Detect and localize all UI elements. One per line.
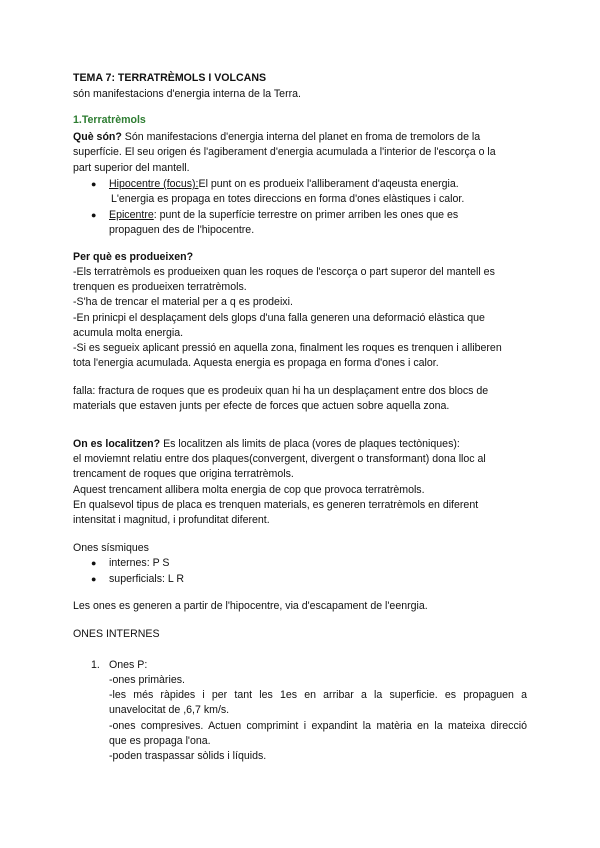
ones-sismiques-heading: Ones sísmiques	[73, 542, 149, 554]
hipocentre-text: El punt on es produeix l'alliberament d'aqeusta energia.	[198, 178, 459, 190]
document-subtitle: són manifestacions d'energia interna de la Terra.	[73, 88, 301, 100]
section-heading-terratremols: 1.Terratrèmols	[73, 114, 146, 126]
list-number: 1.	[91, 659, 100, 671]
epicentre-text: : punt de la superfície terrestre on primer arriben les ones que es	[153, 209, 459, 221]
que-son-line-2: superfície. El seu origen és l'agiberament d'energia acumulada a l'interior de l'escorça o la	[73, 146, 496, 158]
ones-hipocentre-text: Les ones es generen a partir de l'hipocentre, via d'escapament de l'eenrgia.	[73, 600, 428, 612]
ones-p-line: -poden traspassar sòlids i líquids.	[109, 750, 267, 762]
per-que-line: -Si es segueix aplicant pressió en aquella zona, finalment les roques es trenquen i alliberen	[73, 342, 502, 354]
per-que-line: -S'ha de trencar el material per a q es prodeixi.	[73, 296, 293, 308]
per-que-line: acumula molta energia.	[73, 327, 184, 339]
que-son-label: Què són?	[73, 131, 122, 143]
per-que-line: trenquen es produeixen terratrèmols.	[73, 281, 247, 293]
falla-line: falla: fractura de roques que es prodeuix quan hi ha un desplaçament entre dos blocs de	[73, 385, 489, 397]
document-title: TEMA 7: TERRATRÈMOLS I VOLCANS	[73, 72, 267, 84]
per-que-line: -En prinicpi el desplaçament dels glops d'una falla generen una deformació elàstica que	[73, 312, 485, 324]
ones-internes-heading: ONES INTERNES	[73, 628, 160, 640]
bullet-icon: ●	[91, 558, 97, 568]
per-que-line: tota l'energia acumulada. Aquesta energia es propaga en forma d'ones i calor.	[73, 357, 439, 369]
on-es-text-1: Es localitzen als limits de placa (vores de plaques tectòniques):	[160, 438, 460, 450]
on-es-line-1	[73, 438, 460, 451]
ones-p-line: -ones compresives. Actuen comprimint i expandint la matèria en la mateixa direcció	[109, 720, 527, 732]
falla-line: materials que estaven junts per efecte de forces que actuen sobre aquella zona.	[73, 400, 450, 412]
bullet-icon: ●	[91, 574, 97, 584]
on-es-line: Aquest trencament allibera molta energia de cop que provoca terratrèmols.	[73, 484, 425, 496]
ones-sismiques-item: internes: P S	[109, 557, 170, 569]
bullet-icon: ●	[91, 179, 97, 189]
que-son-line-3: part superior del mantell.	[73, 162, 190, 174]
ones-p-line: -ones primàries.	[109, 674, 185, 686]
ones-p-title: Ones P:	[109, 659, 148, 671]
hipocentre-line-1	[109, 178, 459, 191]
que-son-text-1: Són manifestacions d'energia interna del planet en froma de tremolors de la	[121, 131, 481, 143]
epicentre-label: Epicentre	[109, 209, 154, 221]
on-es-label: On es localitzen?	[73, 438, 161, 450]
hipocentre-label: Hipocentre (focus):	[109, 178, 199, 190]
per-que-line: -Els terratrèmols es produeixen quan les roques de l'escorça o part superor del mantell es	[73, 266, 495, 278]
on-es-line: intensitat i magnitud, i profunditat diferent.	[73, 514, 270, 526]
epicentre-line-2: propaguen des de l'hipocentre.	[109, 224, 255, 236]
ones-p-line: que es propaga l'ona.	[109, 735, 211, 747]
on-es-line: En qualsevol tipus de placa es trenquen materials, es generen terratrèmols en diferent	[73, 499, 479, 511]
ones-p-line: unavelocitat de ,6,7 km/s.	[109, 704, 230, 716]
per-que-heading: Per què es produeixen?	[73, 251, 194, 263]
hipocentre-line-2: L'energia es propaga en totes direccions en forma d'ones elàstiques i calor.	[111, 193, 465, 205]
epicentre-line-1	[109, 209, 458, 222]
que-son-line-1	[73, 131, 480, 144]
ones-sismiques-item: superficials: L R	[109, 573, 184, 585]
on-es-line: el moviemnt relatiu entre dos plaques(convergent, divergent o transformant) dona lloc al	[73, 453, 486, 465]
on-es-line: trencament de roques que origina terratrèmols.	[73, 468, 294, 480]
bullet-icon: ●	[91, 210, 97, 220]
ones-p-line: -les més ràpides i per tant les 1es en arribar a la superficie. es propaguen a	[109, 689, 527, 701]
